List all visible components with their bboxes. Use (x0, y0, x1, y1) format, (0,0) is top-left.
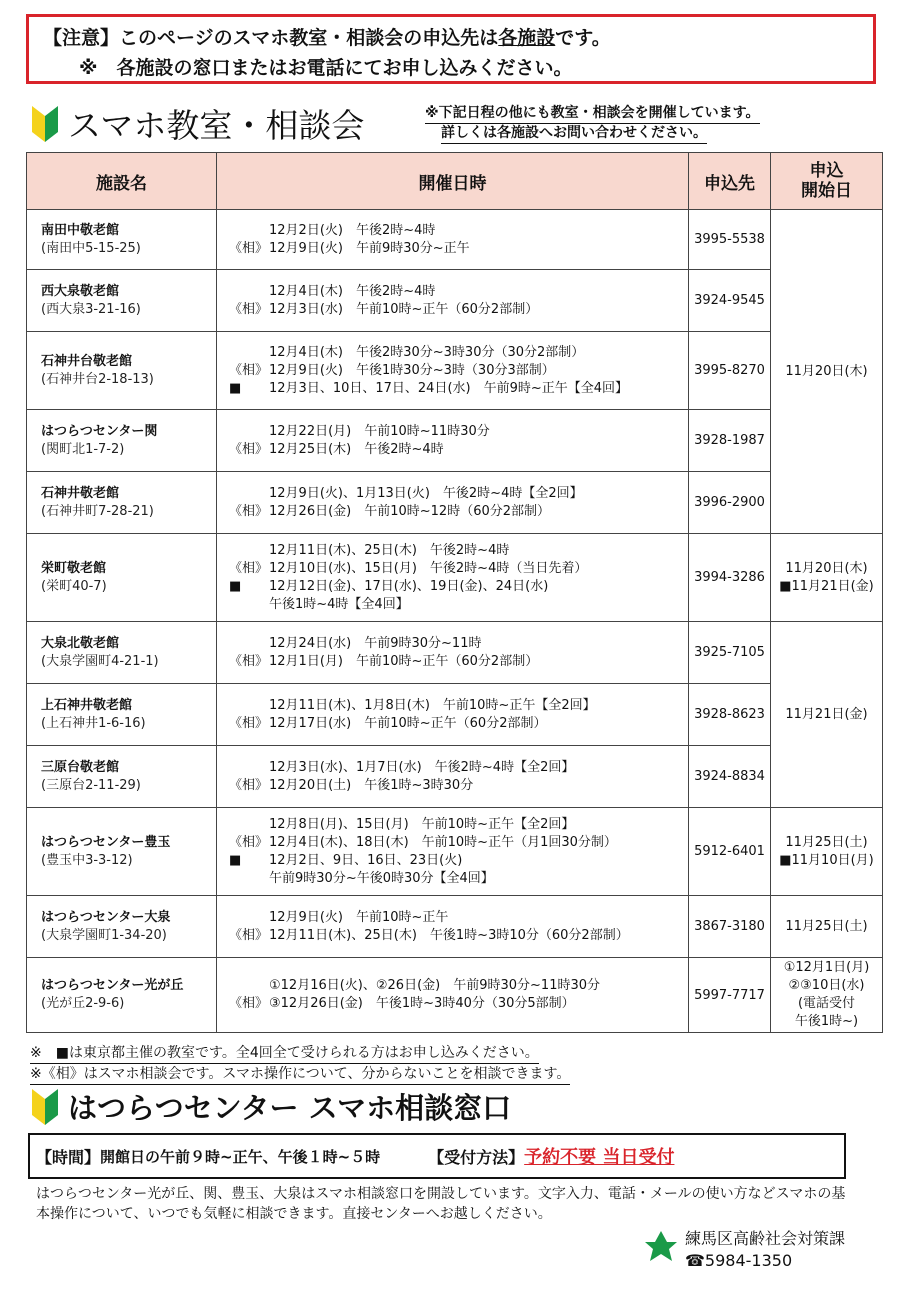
facility-address: (三原台2-11-29) (41, 777, 141, 793)
table-row (27, 472, 883, 534)
schedule-text: 12月4日(木) 午後2時30分~3時30分（30分2部制） (269, 344, 585, 360)
schedule-line (229, 240, 688, 258)
facility-name: はつらつセンター大泉 (41, 909, 171, 925)
schedule-marker: ■ (229, 380, 242, 396)
consultation-title: はつらつセンター スマホ相談窓口 (68, 1091, 512, 1125)
facility-name: 石神井台敬老館 (41, 353, 133, 369)
datetime-cell (217, 270, 689, 332)
schedule-line (229, 423, 688, 441)
notice-line-2: ※ 各施設の窓口またはお電話にてお申し込みください。 (79, 57, 573, 79)
schedule-line (229, 697, 688, 715)
start-date-line: ■11月21日(金) (779, 578, 874, 594)
schedule-marker: 《相》 (229, 503, 269, 519)
table-row (27, 210, 883, 270)
table-row (27, 808, 883, 896)
table-row (27, 410, 883, 472)
facility-cell (27, 622, 217, 684)
schedule-marker: 《相》 (229, 777, 269, 793)
table-header-row (27, 153, 883, 210)
schedule-line (229, 301, 688, 319)
datetime-cell (217, 472, 689, 534)
header-facility: 施設名 (27, 153, 217, 210)
start-date-cell (771, 534, 883, 622)
schedule-line (229, 852, 688, 870)
start-date-line: ①12月1日(月) (783, 960, 870, 975)
table-row (27, 746, 883, 808)
apply-phone: 3995-5538 (689, 210, 771, 270)
start-date-cell (771, 896, 883, 958)
footnotes (30, 1043, 570, 1085)
nerima-emblem-icon (643, 1228, 679, 1264)
table-row (27, 896, 883, 958)
notice-box (26, 14, 876, 84)
beginner-mark-icon (30, 104, 60, 144)
method-label: 【受付方法】 (428, 1147, 525, 1167)
schedule-note-line-2: 詳しくは各施設へお問い合わせください。 (441, 124, 707, 144)
department-phone: ☎5984-1350 (685, 1251, 793, 1270)
facility-cell (27, 210, 217, 270)
apply-phone: 3996-2900 (689, 472, 771, 534)
header-apply: 申込先 (689, 153, 771, 210)
facility-cell (27, 958, 217, 1033)
schedule-line (229, 560, 688, 578)
department-contact (643, 1228, 845, 1272)
header-start (771, 153, 883, 210)
section-title-classes (30, 100, 364, 147)
facility-address: (豊玉中3-3-12) (41, 852, 133, 868)
header-start-line-1: 申込 (809, 161, 844, 181)
department-name: 練馬区高齢社会対策課 (685, 1229, 846, 1248)
schedule-text: 12月9日(火)、1月13日(火) 午後2時~4時【全2回】 (269, 485, 583, 501)
facility-cell (27, 684, 217, 746)
schedule-table (26, 152, 883, 1033)
schedule-line (229, 283, 688, 301)
start-date-line: (電話受付 (797, 996, 856, 1011)
schedule-line (229, 715, 688, 733)
schedule-text: ③12月26日(金) 午後1時~3時40分（30分5部制） (269, 996, 575, 1011)
beginner-mark-icon (30, 1087, 60, 1127)
schedule-text: 12月9日(火) 午前9時30分~正午 (269, 240, 470, 256)
start-date-line: 11月21日(金) (785, 706, 868, 722)
footnote-1: ※ ■は東京都主催の教室です。全4回全て受けられる方はお申し込みください。 (30, 1043, 539, 1064)
schedule-marker: 《相》 (229, 362, 269, 378)
schedule-line (229, 816, 688, 834)
facility-address: (石神井町7-28-21) (41, 503, 154, 519)
schedule-text: 午前9時30分~午後0時30分【全4回】 (269, 870, 494, 886)
start-date-line: 11月25日(土) (785, 834, 868, 850)
schedule-marker: ■ (229, 852, 242, 868)
facility-name: 上石神井敬老館 (41, 697, 133, 713)
schedule-marker: ■ (229, 578, 242, 594)
facility-name: はつらつセンター豊玉 (41, 834, 171, 850)
start-date-line: ■11月10日(月) (779, 852, 874, 868)
schedule-text: 12月2日(火) 午後2時~4時 (269, 222, 436, 238)
schedule-marker: 《相》 (229, 560, 269, 576)
notice-text: 【注意】このページのスマホ教室・相談会の申込先は (43, 27, 499, 49)
schedule-text: 12月22日(月) 午前10時~11時30分 (269, 423, 490, 439)
schedule-text: 12月9日(火) 午前10時~正午 (269, 909, 449, 925)
section-title-consultation (30, 1086, 511, 1127)
facility-name: はつらつセンター関 (41, 423, 158, 439)
datetime-cell (217, 808, 689, 896)
schedule-line (229, 759, 688, 777)
facility-name: 西大泉敬老館 (41, 283, 120, 299)
schedule-marker: 《相》 (229, 240, 269, 256)
schedule-line (229, 344, 688, 362)
schedule-line (229, 485, 688, 503)
table-row (27, 332, 883, 410)
schedule-line (229, 977, 688, 995)
schedule-text: 12月11日(木)、25日(木) 午後1時~3時10分（60分2部制） (269, 927, 629, 943)
schedule-text: 12月11日(木)、1月8日(木) 午前10時~正午【全2回】 (269, 697, 596, 713)
schedule-text: 12月3日、10日、17日、24日(水) 午前9時~正午【全4回】 (269, 380, 629, 396)
table-row (27, 270, 883, 332)
facility-address: (南田中5-15-25) (41, 240, 141, 256)
notice-text-end: です。 (555, 27, 611, 49)
facility-address: (栄町40-7) (41, 578, 107, 594)
datetime-cell (217, 534, 689, 622)
facility-cell (27, 410, 217, 472)
apply-phone: 3928-8623 (689, 684, 771, 746)
start-date-cell (771, 958, 883, 1033)
schedule-line (229, 909, 688, 927)
facility-address: (石神井台2-18-13) (41, 371, 154, 387)
start-date-line: 11月20日(木) (785, 363, 868, 379)
method-value: 予約不要 当日受付 (524, 1147, 675, 1168)
schedule-marker: 《相》 (229, 834, 269, 850)
schedule-text: 12月17日(水) 午前10時~正午（60分2部制） (269, 715, 547, 731)
table-row (27, 534, 883, 622)
schedule-line (229, 380, 688, 398)
datetime-cell (217, 622, 689, 684)
schedule-text: 12月10日(水)、15日(月) 午後2時~4時（当日先着） (269, 560, 588, 576)
footnote-2: ※《相》はスマホ相談会です。スマホ操作について、分からないことを相談できます。 (30, 1064, 570, 1085)
facility-address: (上石神井1-6-16) (41, 715, 146, 731)
schedule-note (425, 104, 760, 144)
facility-address: (大泉学園町1-34-20) (41, 927, 167, 943)
datetime-cell (217, 958, 689, 1033)
schedule-line (229, 441, 688, 459)
schedule-text: 12月3日(水) 午前10時~正午（60分2部制） (269, 301, 539, 317)
schedule-marker: 《相》 (229, 653, 269, 669)
header-start-line-2: 開始日 (801, 181, 852, 201)
apply-phone: 3995-8270 (689, 332, 771, 410)
schedule-line (229, 653, 688, 671)
schedule-line (229, 870, 688, 888)
facility-cell (27, 472, 217, 534)
schedule-line (229, 834, 688, 852)
schedule-marker: 《相》 (229, 996, 269, 1011)
schedule-line (229, 578, 688, 596)
schedule-text: 12月2日、9日、16日、23日(火) (269, 852, 463, 868)
datetime-cell (217, 896, 689, 958)
facility-cell (27, 534, 217, 622)
schedule-text: 12月1日(月) 午前10時~正午（60分2部制） (269, 653, 539, 669)
datetime-cell (217, 210, 689, 270)
schedule-note-line-1: ※下記日程の他にも教室・相談会を開催しています。 (425, 104, 760, 124)
facility-cell (27, 896, 217, 958)
notice-emphasis: 各施設 (498, 27, 556, 49)
schedule-text: 午後1時~4時【全4回】 (269, 596, 409, 612)
apply-phone: 3867-3180 (689, 896, 771, 958)
facility-cell (27, 332, 217, 410)
facility-address: (西大泉3-21-16) (41, 301, 141, 317)
time-label: 【時間】 (36, 1147, 101, 1167)
datetime-cell (217, 746, 689, 808)
schedule-line (229, 635, 688, 653)
schedule-text: 12月4日(木) 午後2時~4時 (269, 283, 436, 299)
facility-name: 栄町敬老館 (41, 560, 107, 576)
schedule-marker: 《相》 (229, 441, 269, 457)
schedule-text: 12月20日(土) 午後1時~3時30分 (269, 777, 474, 793)
notice-line-1 (43, 23, 859, 53)
apply-phone: 5912-6401 (689, 808, 771, 896)
schedule-text: 12月9日(火) 午後1時30分~3時（30分3部制） (269, 362, 555, 378)
start-date-line: 午後1時~) (794, 1014, 859, 1029)
datetime-cell (217, 410, 689, 472)
table-row (27, 958, 883, 1033)
table-row (27, 684, 883, 746)
datetime-cell (217, 332, 689, 410)
schedule-line (229, 927, 688, 945)
facility-name: はつらつセンター光が丘 (41, 978, 184, 993)
start-date-line: 11月25日(土) (785, 918, 868, 934)
schedule-text: 12月3日(水)、1月7日(水) 午後2時~4時【全2回】 (269, 759, 575, 775)
schedule-line (229, 596, 688, 614)
facility-name: 三原台敬老館 (41, 759, 120, 775)
schedule-text: 12月11日(木)、25日(木) 午後2時~4時 (269, 542, 510, 558)
apply-phone: 3924-8834 (689, 746, 771, 808)
page-title: スマホ教室・相談会 (68, 106, 365, 145)
apply-phone: 3994-3286 (689, 534, 771, 622)
start-date-cell (771, 808, 883, 896)
schedule-text: 12月25日(木) 午後2時~4時 (269, 441, 444, 457)
facility-cell (27, 808, 217, 896)
schedule-line (229, 362, 688, 380)
facility-name: 石神井敬老館 (41, 485, 120, 501)
schedule-marker: 《相》 (229, 927, 269, 943)
facility-address: (大泉学園町4-21-1) (41, 653, 159, 669)
apply-phone: 3924-9545 (689, 270, 771, 332)
schedule-text: 12月4日(木)、18日(木) 午前10時~正午（月1回30分制） (269, 834, 617, 850)
schedule-line (229, 503, 688, 521)
schedule-text: 12月24日(水) 午前9時30分~11時 (269, 635, 482, 651)
start-date-cell (771, 622, 883, 808)
table-row (27, 622, 883, 684)
facility-name: 南田中敬老館 (41, 222, 120, 238)
schedule-text: 12月26日(金) 午前10時~12時（60分2部制） (269, 503, 551, 519)
datetime-cell (217, 684, 689, 746)
schedule-text: 12月12日(金)、17日(水)、19日(金)、24日(水) (269, 578, 549, 594)
start-date-line: ②③10日(水) (788, 978, 865, 993)
facility-name: 大泉北敬老館 (41, 635, 120, 651)
start-date-cell (771, 210, 883, 534)
schedule-text: 12月8日(月)、15日(月) 午前10時~正午【全2回】 (269, 816, 575, 832)
apply-phone: 3925-7105 (689, 622, 771, 684)
apply-phone: 3928-1987 (689, 410, 771, 472)
schedule-line (229, 995, 688, 1013)
facility-address: (関町北1-7-2) (41, 441, 125, 457)
schedule-marker: 《相》 (229, 301, 269, 317)
consultation-description: はつらつセンター光が丘、関、豊玉、大泉はスマホ相談窓口を開設しています。文字入力、電話・メールの使い方などスマホの基本操作について、いつでも気軽に相談できます。直接センターへお越しください。 (36, 1186, 846, 1222)
apply-phone: 5997-7717 (689, 958, 771, 1033)
facility-cell (27, 746, 217, 808)
schedule-text: ①12月16日(火)、②26日(金) 午前9時30分~11時30分 (269, 978, 601, 993)
time-value: 開館日の午前９時~正午、午後１時~５時 (100, 1147, 381, 1166)
schedule-line (229, 777, 688, 795)
schedule-line (229, 222, 688, 240)
schedule-marker: 《相》 (229, 715, 269, 731)
header-datetime: 開催日時 (217, 153, 689, 210)
hours-box (28, 1133, 846, 1179)
schedule-line (229, 542, 688, 560)
facility-address: (光が丘2-9-6) (41, 996, 125, 1011)
start-date-line: 11月20日(木) (785, 560, 868, 576)
facility-cell (27, 270, 217, 332)
